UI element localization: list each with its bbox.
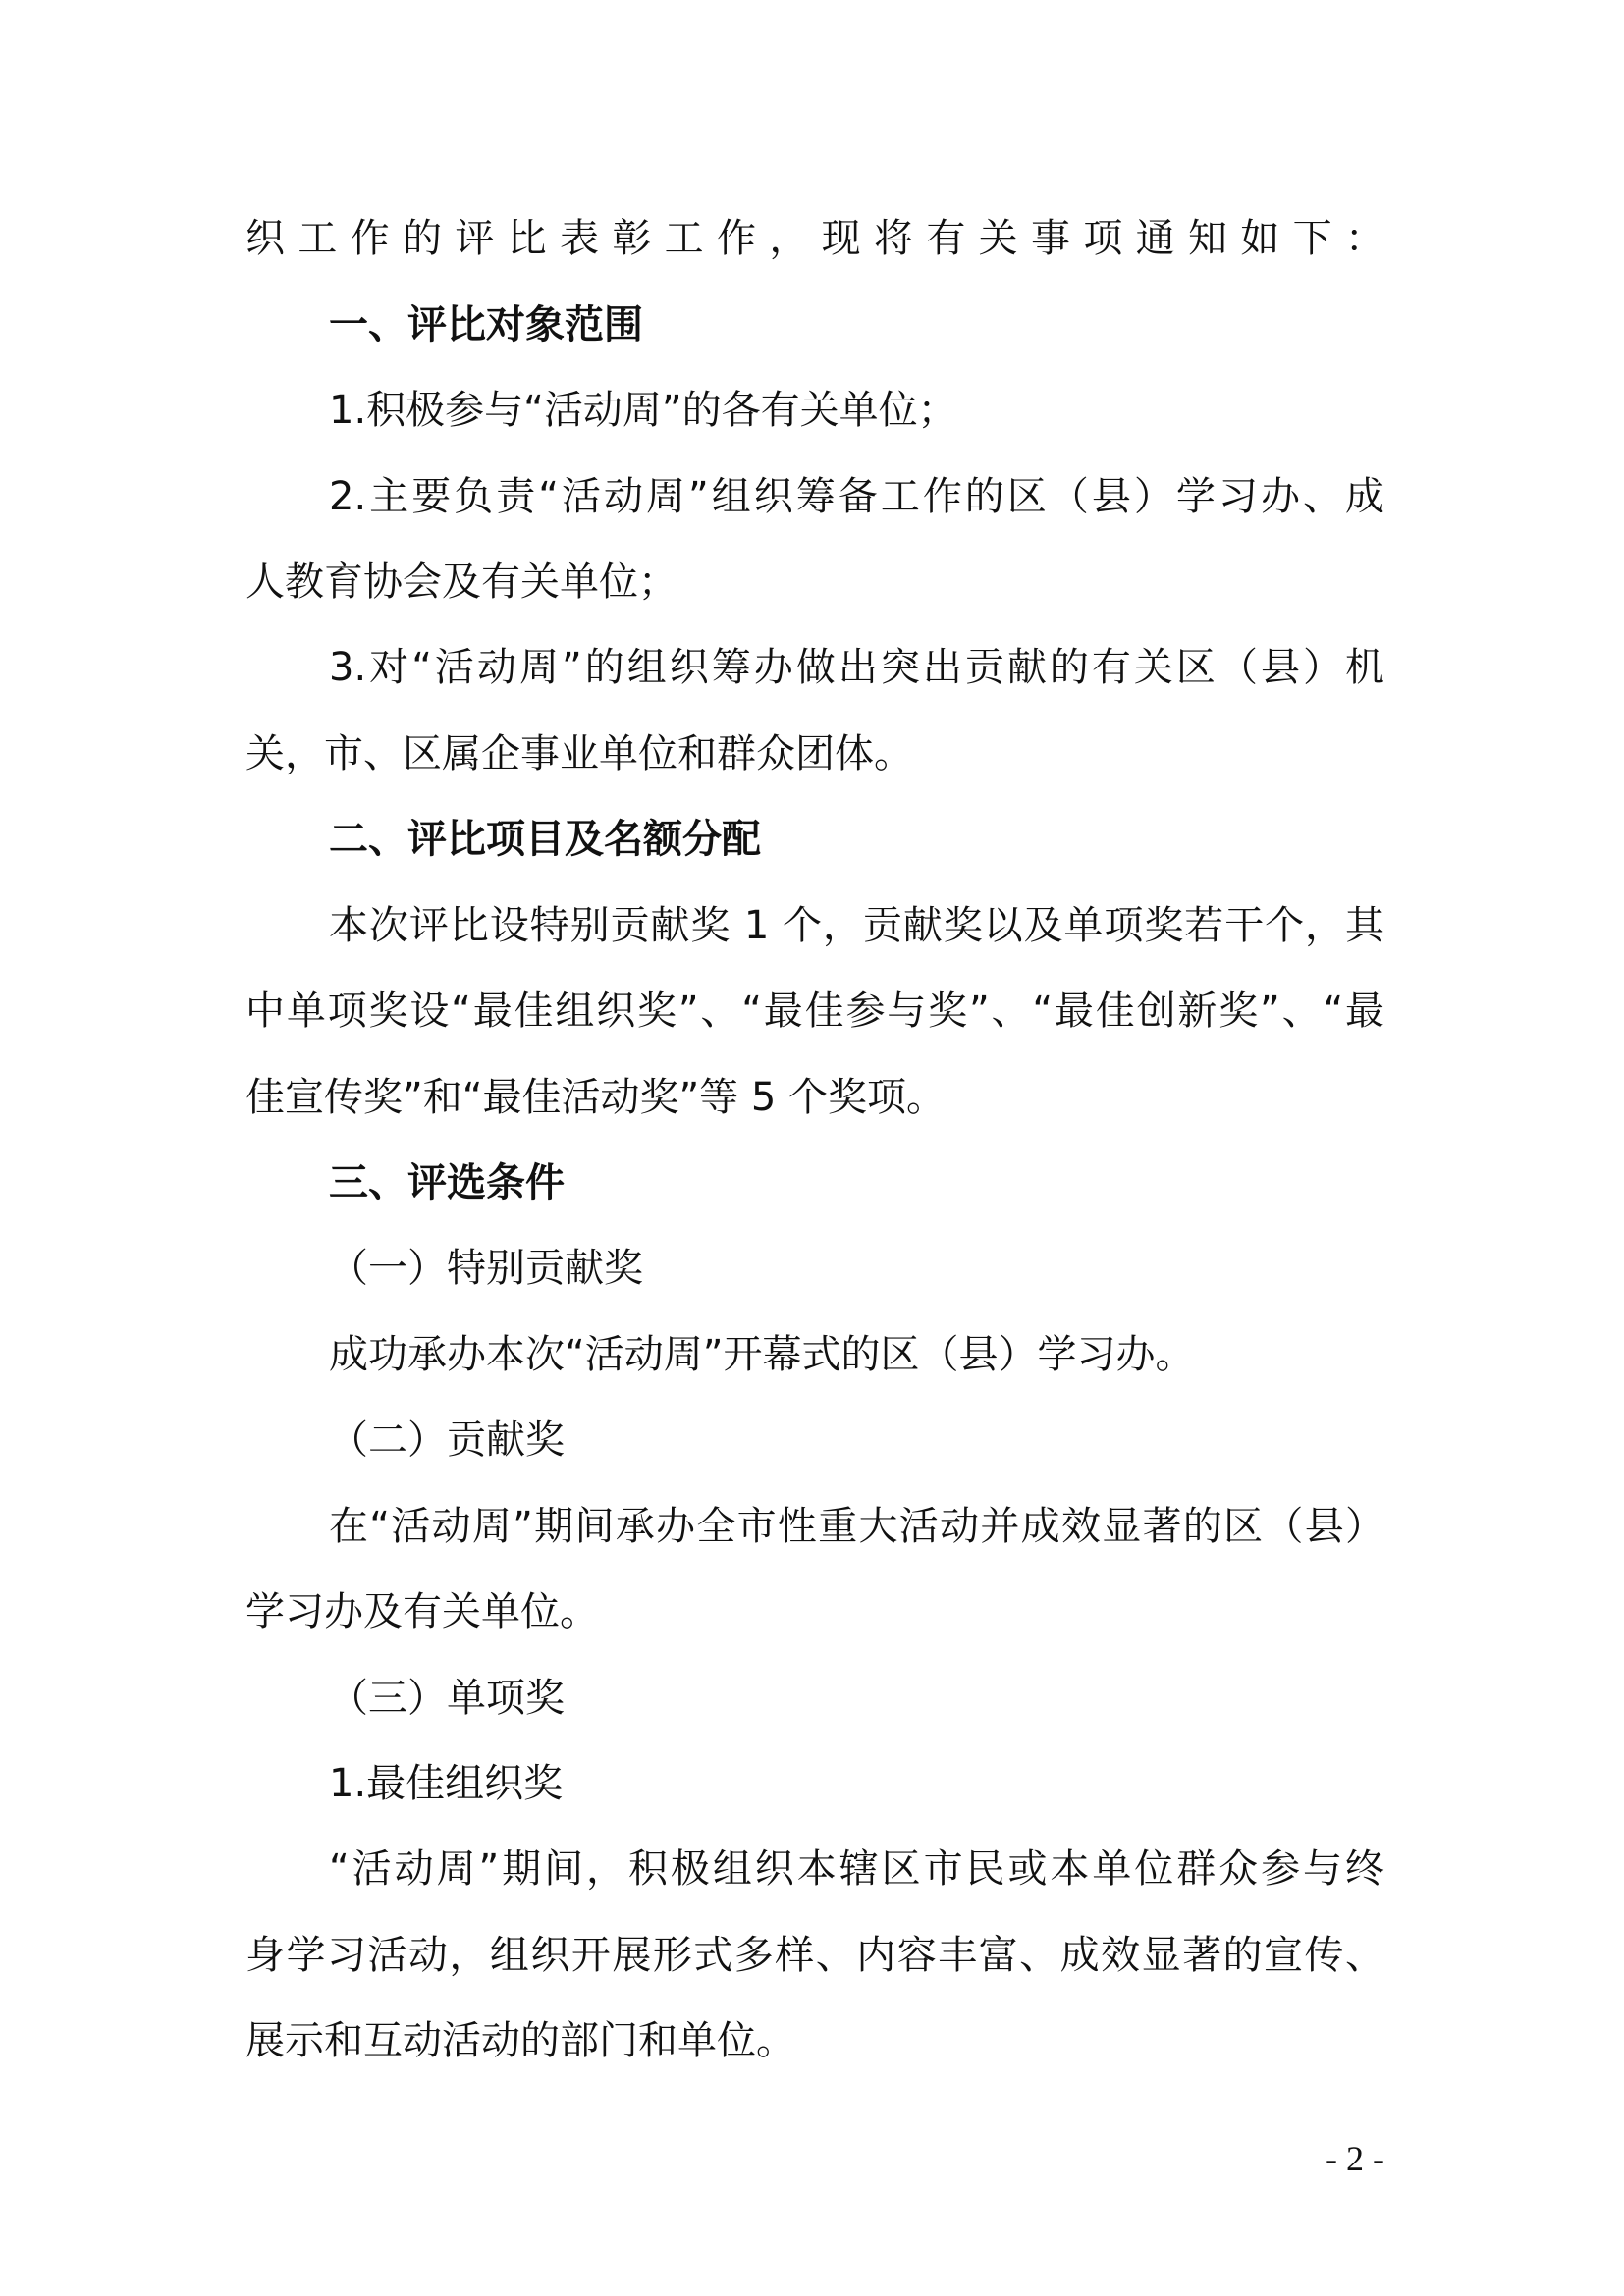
body-text-line: 织工作的评比表彰工作，现将有关事项通知如下： [245,216,1384,261]
subsection-heading: （二）贡献奖 [329,1417,565,1463]
section-heading: 三、评选条件 [329,1160,565,1205]
page-number: - 2 - [1326,2139,1384,2178]
list-item: 1.最佳组织奖 [329,1761,564,1806]
body-text-line: 在“活动周”期间承办全市性重大活动并成效显著的区（县） [329,1504,1384,1549]
list-item: 1.积极参与“活动周”的各有关单位； [329,388,957,433]
body-text-line: “活动周”期间，积极组织本辖区市民或本单位群众参与终 [329,1846,1384,1892]
body-text-line: 中单项奖设“最佳组织奖”、“最佳参与奖”、“最佳创新奖”、“最 [245,988,1384,1034]
list-item: 3.对“活动周”的组织筹办做出突出贡献的有关区（县）机 [329,645,1384,690]
body-text-line: 身学习活动，组织开展形式多样、内容丰富、成效显著的宣传、 [245,1933,1384,1978]
body-text-line: 学习办及有关单位。 [245,1589,599,1634]
body-text-line: 成功承办本次“活动周”开幕式的区（县）学习办。 [329,1332,1195,1377]
subsection-heading: （三）单项奖 [329,1676,565,1721]
section-heading: 一、评比对象范围 [329,302,643,347]
body-text-line: 本次评比设特别贡献奖 1 个，贡献奖以及单项奖若干个，其 [329,903,1384,948]
section-heading: 二、评比项目及名额分配 [329,817,761,862]
subsection-heading: （一）特别贡献奖 [329,1246,643,1291]
body-text-line: 人教育协会及有关单位； [245,560,677,605]
list-item: 2.主要负责“活动周”组织筹备工作的区（县）学习办、成 [329,474,1384,519]
body-text-line: 展示和互动活动的部门和单位。 [245,2018,795,2063]
body-text-line: 关，市、区属企事业单位和群众团体。 [245,731,913,776]
body-text-line: 佳宣传奖”和“最佳活动奖”等 5 个奖项。 [245,1075,947,1120]
